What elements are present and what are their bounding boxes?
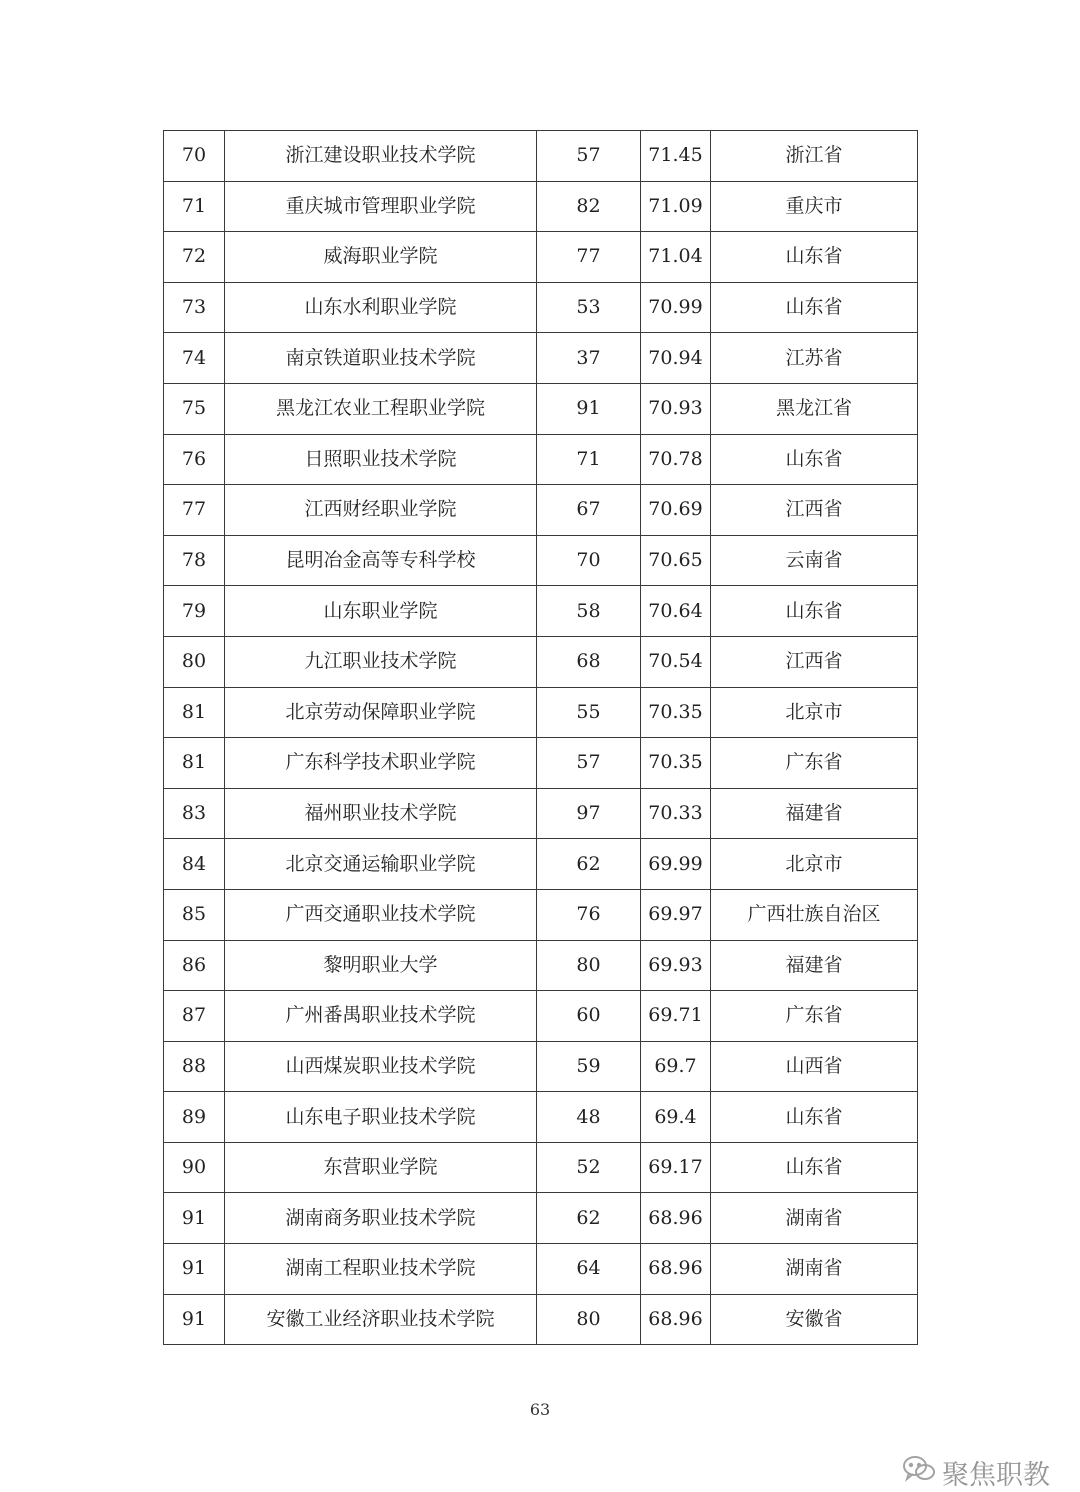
- score-cell: 68.96: [641, 1294, 711, 1345]
- rank-cell: 90: [164, 1142, 225, 1193]
- rank-cell: 80: [164, 636, 225, 687]
- rank-cell: 87: [164, 991, 225, 1042]
- school-name-cell: 山东职业学院: [225, 586, 537, 637]
- score-cell: 70.33: [641, 788, 711, 839]
- table-row: [164, 383, 918, 434]
- count-cell: 48: [537, 1092, 641, 1143]
- rank-cell: 84: [164, 839, 225, 890]
- school-name-cell: 山东水利职业学院: [225, 282, 537, 333]
- count-cell: 82: [537, 181, 641, 232]
- score-cell: 68.96: [641, 1244, 711, 1295]
- rank-cell: 75: [164, 383, 225, 434]
- school-name-cell: 九江职业技术学院: [225, 636, 537, 687]
- school-name-cell: 东营职业学院: [225, 1142, 537, 1193]
- school-name-cell: 昆明冶金高等专科学校: [225, 535, 537, 586]
- wechat-icon: [902, 1454, 936, 1491]
- region-cell: 江西省: [711, 636, 918, 687]
- rank-cell: 91: [164, 1193, 225, 1244]
- school-name-cell: 黎明职业大学: [225, 940, 537, 991]
- region-cell: 江西省: [711, 485, 918, 536]
- region-cell: 湖南省: [711, 1193, 918, 1244]
- score-cell: 69.4: [641, 1092, 711, 1143]
- score-cell: 70.35: [641, 687, 711, 738]
- rank-cell: 74: [164, 333, 225, 384]
- count-cell: 76: [537, 889, 641, 940]
- count-cell: 58: [537, 586, 641, 637]
- table-row: [164, 991, 918, 1042]
- count-cell: 62: [537, 839, 641, 890]
- score-cell: 71.09: [641, 181, 711, 232]
- table-row: [164, 1193, 918, 1244]
- count-cell: 71: [537, 434, 641, 485]
- rank-cell: 83: [164, 788, 225, 839]
- region-cell: 山东省: [711, 1092, 918, 1143]
- rank-cell: 91: [164, 1294, 225, 1345]
- watermark: [902, 1455, 1050, 1489]
- rank-cell: 89: [164, 1092, 225, 1143]
- score-cell: 69.71: [641, 991, 711, 1042]
- score-cell: 69.17: [641, 1142, 711, 1193]
- rank-cell: 77: [164, 485, 225, 536]
- score-cell: 68.96: [641, 1193, 711, 1244]
- region-cell: 山东省: [711, 232, 918, 283]
- table-row: [164, 232, 918, 283]
- school-name-cell: 北京交通运输职业学院: [225, 839, 537, 890]
- table-row: [164, 738, 918, 789]
- watermark-text: 聚焦职教: [942, 1459, 1050, 1491]
- region-cell: 北京市: [711, 839, 918, 890]
- table-row: [164, 940, 918, 991]
- rank-cell: 73: [164, 282, 225, 333]
- rank-cell: 78: [164, 535, 225, 586]
- score-cell: 70.64: [641, 586, 711, 637]
- region-cell: 山东省: [711, 434, 918, 485]
- region-cell: 广东省: [711, 991, 918, 1042]
- region-cell: 江苏省: [711, 333, 918, 384]
- rank-cell: 81: [164, 738, 225, 789]
- school-name-cell: 南京铁道职业技术学院: [225, 333, 537, 384]
- region-cell: 湖南省: [711, 1244, 918, 1295]
- region-cell: 浙江省: [711, 131, 918, 182]
- rank-cell: 91: [164, 1244, 225, 1295]
- count-cell: 57: [537, 131, 641, 182]
- region-cell: 山东省: [711, 1142, 918, 1193]
- rank-cell: 70: [164, 131, 225, 182]
- count-cell: 64: [537, 1244, 641, 1295]
- table-row: [164, 1294, 918, 1345]
- count-cell: 57: [537, 738, 641, 789]
- rank-cell: 79: [164, 586, 225, 637]
- table-row: [164, 282, 918, 333]
- table-row: [164, 788, 918, 839]
- region-cell: 福建省: [711, 788, 918, 839]
- count-cell: 68: [537, 636, 641, 687]
- ranking-table: [163, 130, 918, 1345]
- count-cell: 97: [537, 788, 641, 839]
- region-cell: 广东省: [711, 738, 918, 789]
- count-cell: 62: [537, 1193, 641, 1244]
- school-name-cell: 广州番禺职业技术学院: [225, 991, 537, 1042]
- page-number: 63: [529, 1400, 551, 1419]
- count-cell: 80: [537, 1294, 641, 1345]
- rank-cell: 76: [164, 434, 225, 485]
- count-cell: 37: [537, 333, 641, 384]
- table-row: [164, 586, 918, 637]
- rank-cell: 72: [164, 232, 225, 283]
- region-cell: 山东省: [711, 586, 918, 637]
- table-body: [164, 131, 918, 1345]
- score-cell: 69.99: [641, 839, 711, 890]
- score-cell: 70.54: [641, 636, 711, 687]
- school-name-cell: 黑龙江农业工程职业学院: [225, 383, 537, 434]
- score-cell: 70.93: [641, 383, 711, 434]
- count-cell: 55: [537, 687, 641, 738]
- table-row: [164, 636, 918, 687]
- score-cell: 71.04: [641, 232, 711, 283]
- count-cell: 52: [537, 1142, 641, 1193]
- table-row: [164, 434, 918, 485]
- school-name-cell: 山东电子职业技术学院: [225, 1092, 537, 1143]
- table-row: [164, 1244, 918, 1295]
- count-cell: 80: [537, 940, 641, 991]
- region-cell: 广西壮族自治区: [711, 889, 918, 940]
- school-name-cell: 湖南商务职业技术学院: [225, 1193, 537, 1244]
- school-name-cell: 江西财经职业学院: [225, 485, 537, 536]
- score-cell: 70.65: [641, 535, 711, 586]
- table-row: [164, 333, 918, 384]
- school-name-cell: 日照职业技术学院: [225, 434, 537, 485]
- table-row: [164, 1142, 918, 1193]
- count-cell: 67: [537, 485, 641, 536]
- score-cell: 70.69: [641, 485, 711, 536]
- count-cell: 59: [537, 1041, 641, 1092]
- school-name-cell: 广东科学技术职业学院: [225, 738, 537, 789]
- school-name-cell: 安徽工业经济职业技术学院: [225, 1294, 537, 1345]
- region-cell: 黑龙江省: [711, 383, 918, 434]
- score-cell: 70.94: [641, 333, 711, 384]
- score-cell: 70.99: [641, 282, 711, 333]
- score-cell: 69.7: [641, 1041, 711, 1092]
- region-cell: 北京市: [711, 687, 918, 738]
- table-row: [164, 485, 918, 536]
- rank-cell: 86: [164, 940, 225, 991]
- score-cell: 69.93: [641, 940, 711, 991]
- score-cell: 70.78: [641, 434, 711, 485]
- school-name-cell: 湖南工程职业技术学院: [225, 1244, 537, 1295]
- score-cell: 71.45: [641, 131, 711, 182]
- count-cell: 70: [537, 535, 641, 586]
- table-row: [164, 687, 918, 738]
- school-name-cell: 山西煤炭职业技术学院: [225, 1041, 537, 1092]
- table-row: [164, 181, 918, 232]
- count-cell: 91: [537, 383, 641, 434]
- table-row: [164, 839, 918, 890]
- region-cell: 山东省: [711, 282, 918, 333]
- table-row: [164, 535, 918, 586]
- count-cell: 77: [537, 232, 641, 283]
- school-name-cell: 北京劳动保障职业学院: [225, 687, 537, 738]
- rank-cell: 88: [164, 1041, 225, 1092]
- table-row: [164, 889, 918, 940]
- table-row: [164, 1041, 918, 1092]
- region-cell: 云南省: [711, 535, 918, 586]
- school-name-cell: 福州职业技术学院: [225, 788, 537, 839]
- count-cell: 60: [537, 991, 641, 1042]
- region-cell: 福建省: [711, 940, 918, 991]
- region-cell: 重庆市: [711, 181, 918, 232]
- rank-cell: 85: [164, 889, 225, 940]
- region-cell: 山西省: [711, 1041, 918, 1092]
- score-cell: 70.35: [641, 738, 711, 789]
- school-name-cell: 浙江建设职业技术学院: [225, 131, 537, 182]
- region-cell: 安徽省: [711, 1294, 918, 1345]
- count-cell: 53: [537, 282, 641, 333]
- school-name-cell: 重庆城市管理职业学院: [225, 181, 537, 232]
- score-cell: 69.97: [641, 889, 711, 940]
- school-name-cell: 威海职业学院: [225, 232, 537, 283]
- rank-cell: 81: [164, 687, 225, 738]
- school-name-cell: 广西交通职业技术学院: [225, 889, 537, 940]
- table-row: [164, 131, 918, 182]
- rank-cell: 71: [164, 181, 225, 232]
- table-row: [164, 1092, 918, 1143]
